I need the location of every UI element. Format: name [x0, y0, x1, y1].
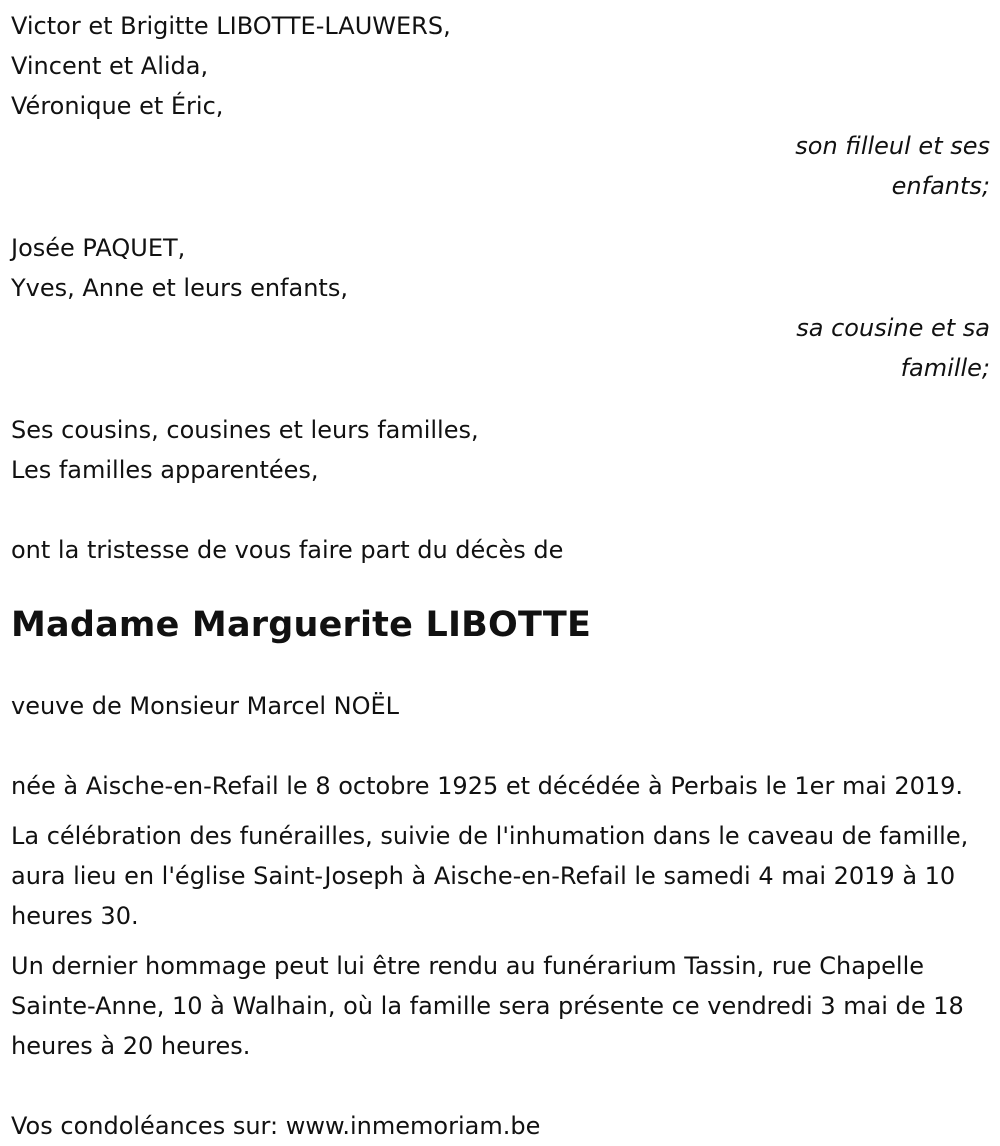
family-line: Josée PAQUET,	[11, 234, 186, 262]
family-group-1	[11, 6, 990, 206]
relation-line: son filleul et ses	[795, 132, 990, 160]
family-line: Yves, Anne et leurs enfants,	[11, 274, 348, 302]
family-group-3	[11, 410, 990, 490]
homage-text: Un dernier hommage peut lui être rendu au funérarium Tassin, rue Chapelle Sainte-Anne, 10 à Walhain, où la famille sera présente ce vendredi 3 mai de 18 heures à 20 heures.	[11, 952, 964, 1060]
family-relation	[11, 126, 990, 206]
family-relation	[11, 308, 990, 388]
relation-line: famille;	[900, 354, 990, 382]
funeral-text: La célébration des funérailles, suivie de l'inhumation dans le caveau de famille, aura lieu en l'église Saint-Joseph à Aische-en-Refail le samedi 4 mai 2019 à 10 heures 30.	[11, 822, 969, 930]
family-line: Vincent et Alida,	[11, 52, 209, 80]
family-group-2	[11, 228, 990, 388]
obituary-notice	[11, 6, 990, 1146]
relation-line: enfants;	[891, 172, 990, 200]
birth-death-text: née à Aische-en-Refail le 8 octobre 1925 et décédée à Perbais le 1er mai 2019.	[11, 772, 964, 800]
widow-of-text: veuve de Monsieur Marcel NOËL	[11, 692, 400, 720]
family-line: Ses cousins, cousines et leurs familles,	[11, 416, 479, 444]
announcement-text: ont la tristesse de vous faire part du décès de	[11, 536, 564, 564]
deceased-name: Madame Marguerite LIBOTTE	[11, 605, 592, 645]
relation-line: sa cousine et sa	[796, 314, 990, 342]
family-line: Véronique et Éric,	[11, 92, 224, 120]
family-line: Les familles apparentées,	[11, 456, 319, 484]
condolences-text: Vos condoléances sur: www.inmemoriam.be	[11, 1112, 541, 1140]
family-line: Victor et Brigitte LIBOTTE-LAUWERS,	[11, 12, 451, 40]
